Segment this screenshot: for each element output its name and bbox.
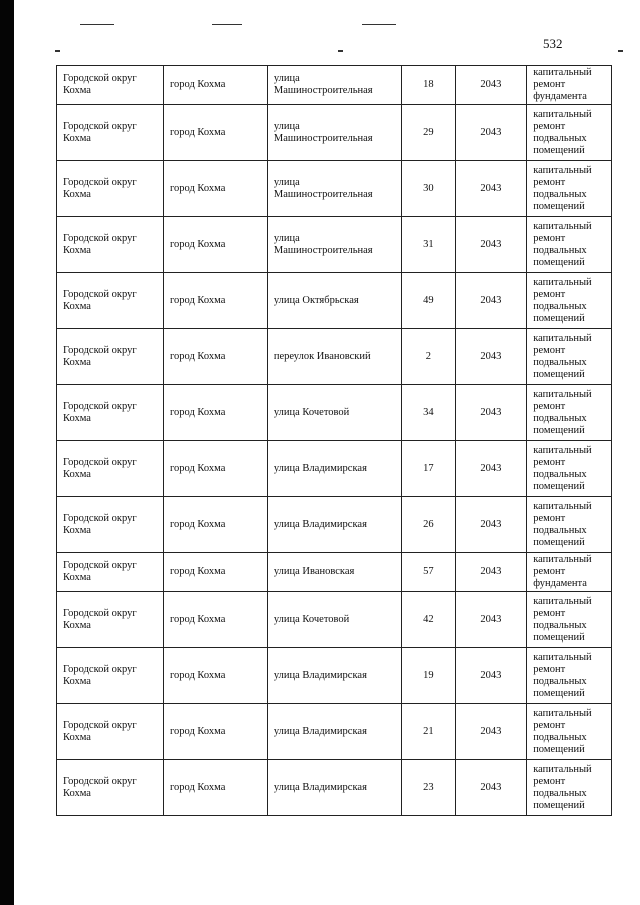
table-row: [57, 66, 612, 105]
cell-street: улица Владимирская: [267, 497, 401, 553]
cell-street: улица Машиностроительная: [267, 105, 401, 161]
cell-street: улица Кочетовой: [267, 385, 401, 441]
cell-okrug: Городской округ Кохма: [57, 273, 164, 329]
cell-year: 2043: [455, 105, 527, 161]
cell-street: улица Кочетовой: [267, 592, 401, 648]
scan-speck: [618, 50, 623, 52]
page-number: 532: [543, 36, 563, 51]
cell-house-number: 42: [402, 592, 455, 648]
cell-house-number: 30: [402, 161, 455, 217]
cell-okrug: Городской округ Кохма: [57, 161, 164, 217]
cell-house-number: 23: [402, 760, 455, 816]
cell-work-type: капитальный ремонт подвальных помещений: [527, 217, 612, 273]
cell-street: улица Владимирская: [267, 760, 401, 816]
cell-year: 2043: [455, 704, 527, 760]
cell-city: город Кохма: [163, 648, 267, 704]
scan-speck: [362, 24, 396, 25]
cell-house-number: 17: [402, 441, 455, 497]
cell-city: город Кохма: [163, 385, 267, 441]
cell-city: город Кохма: [163, 441, 267, 497]
cell-work-type: капитальный ремонт подвальных помещений: [527, 704, 612, 760]
cell-okrug: Городской округ Кохма: [57, 704, 164, 760]
cell-year: 2043: [455, 553, 527, 592]
cell-okrug: Городской округ Кохма: [57, 648, 164, 704]
table-row: [57, 760, 612, 816]
cell-okrug: Городской округ Кохма: [57, 385, 164, 441]
cell-street: улица Владимирская: [267, 704, 401, 760]
table-row: [57, 385, 612, 441]
cell-house-number: 26: [402, 497, 455, 553]
cell-street: улица Владимирская: [267, 441, 401, 497]
cell-work-type: капитальный ремонт подвальных помещений: [527, 497, 612, 553]
table-row: [57, 441, 612, 497]
cell-year: 2043: [455, 66, 527, 105]
cell-street: улица Машиностроительная: [267, 161, 401, 217]
cell-city: город Кохма: [163, 329, 267, 385]
cell-street: улица Октябрьская: [267, 273, 401, 329]
cell-house-number: 57: [402, 553, 455, 592]
cell-house-number: 19: [402, 648, 455, 704]
table-row: [57, 105, 612, 161]
cell-year: 2043: [455, 441, 527, 497]
cell-year: 2043: [455, 273, 527, 329]
cell-work-type: капитальный ремонт подвальных помещений: [527, 105, 612, 161]
cell-city: город Кохма: [163, 66, 267, 105]
cell-street: улица Машиностроительная: [267, 66, 401, 105]
table-row: [57, 273, 612, 329]
cell-okrug: Городской округ Кохма: [57, 329, 164, 385]
cell-work-type: капитальный ремонт подвальных помещений: [527, 385, 612, 441]
cell-year: 2043: [455, 161, 527, 217]
cell-year: 2043: [455, 592, 527, 648]
cell-city: город Кохма: [163, 704, 267, 760]
cell-year: 2043: [455, 217, 527, 273]
cell-work-type: капитальный ремонт подвальных помещений: [527, 648, 612, 704]
table-row: [57, 648, 612, 704]
cell-house-number: 2: [402, 329, 455, 385]
cell-house-number: 34: [402, 385, 455, 441]
cell-city: город Кохма: [163, 273, 267, 329]
cell-year: 2043: [455, 760, 527, 816]
table-row: [57, 161, 612, 217]
cell-work-type: капитальный ремонт подвальных помещений: [527, 329, 612, 385]
table-row: [57, 592, 612, 648]
cell-city: город Кохма: [163, 161, 267, 217]
cell-okrug: Городской округ Кохма: [57, 217, 164, 273]
scan-edge-bar: [0, 0, 14, 905]
cell-house-number: 18: [402, 66, 455, 105]
cell-okrug: Городской округ Кохма: [57, 592, 164, 648]
cell-city: город Кохма: [163, 217, 267, 273]
cell-street: переулок Ивановский: [267, 329, 401, 385]
cell-city: город Кохма: [163, 497, 267, 553]
table-row: [57, 217, 612, 273]
table-row: [57, 497, 612, 553]
scan-speck: [338, 50, 343, 52]
cell-work-type: капитальный ремонт подвальных помещений: [527, 592, 612, 648]
cell-okrug: Городской округ Кохма: [57, 553, 164, 592]
cell-okrug: Городской округ Кохма: [57, 441, 164, 497]
table-row: [57, 329, 612, 385]
cell-work-type: капитальный ремонт подвальных помещений: [527, 760, 612, 816]
cell-city: город Кохма: [163, 760, 267, 816]
cell-street: улица Ивановская: [267, 553, 401, 592]
cell-work-type: капитальный ремонт подвальных помещений: [527, 161, 612, 217]
cell-year: 2043: [455, 329, 527, 385]
cell-okrug: Городской округ Кохма: [57, 497, 164, 553]
cell-okrug: Городской округ Кохма: [57, 105, 164, 161]
cell-street: улица Владимирская: [267, 648, 401, 704]
scan-speck: [212, 24, 242, 25]
table-row: [57, 704, 612, 760]
cell-house-number: 49: [402, 273, 455, 329]
scan-speck: [55, 50, 60, 52]
cell-work-type: капитальный ремонт фундамента: [527, 66, 612, 105]
cell-year: 2043: [455, 648, 527, 704]
cell-okrug: Городской округ Кохма: [57, 66, 164, 105]
cell-work-type: капитальный ремонт подвальных помещений: [527, 441, 612, 497]
table-row: [57, 553, 612, 592]
cell-city: город Кохма: [163, 553, 267, 592]
cell-okrug: Городской округ Кохма: [57, 760, 164, 816]
cell-work-type: капитальный ремонт фундамента: [527, 553, 612, 592]
cell-year: 2043: [455, 385, 527, 441]
cell-work-type: капитальный ремонт подвальных помещений: [527, 273, 612, 329]
cell-street: улица Машиностроительная: [267, 217, 401, 273]
cell-house-number: 31: [402, 217, 455, 273]
cell-city: город Кохма: [163, 592, 267, 648]
cell-house-number: 21: [402, 704, 455, 760]
cell-city: город Кохма: [163, 105, 267, 161]
cell-house-number: 29: [402, 105, 455, 161]
scan-speck: [80, 24, 114, 25]
cell-year: 2043: [455, 497, 527, 553]
repair-schedule-table: [56, 65, 612, 816]
